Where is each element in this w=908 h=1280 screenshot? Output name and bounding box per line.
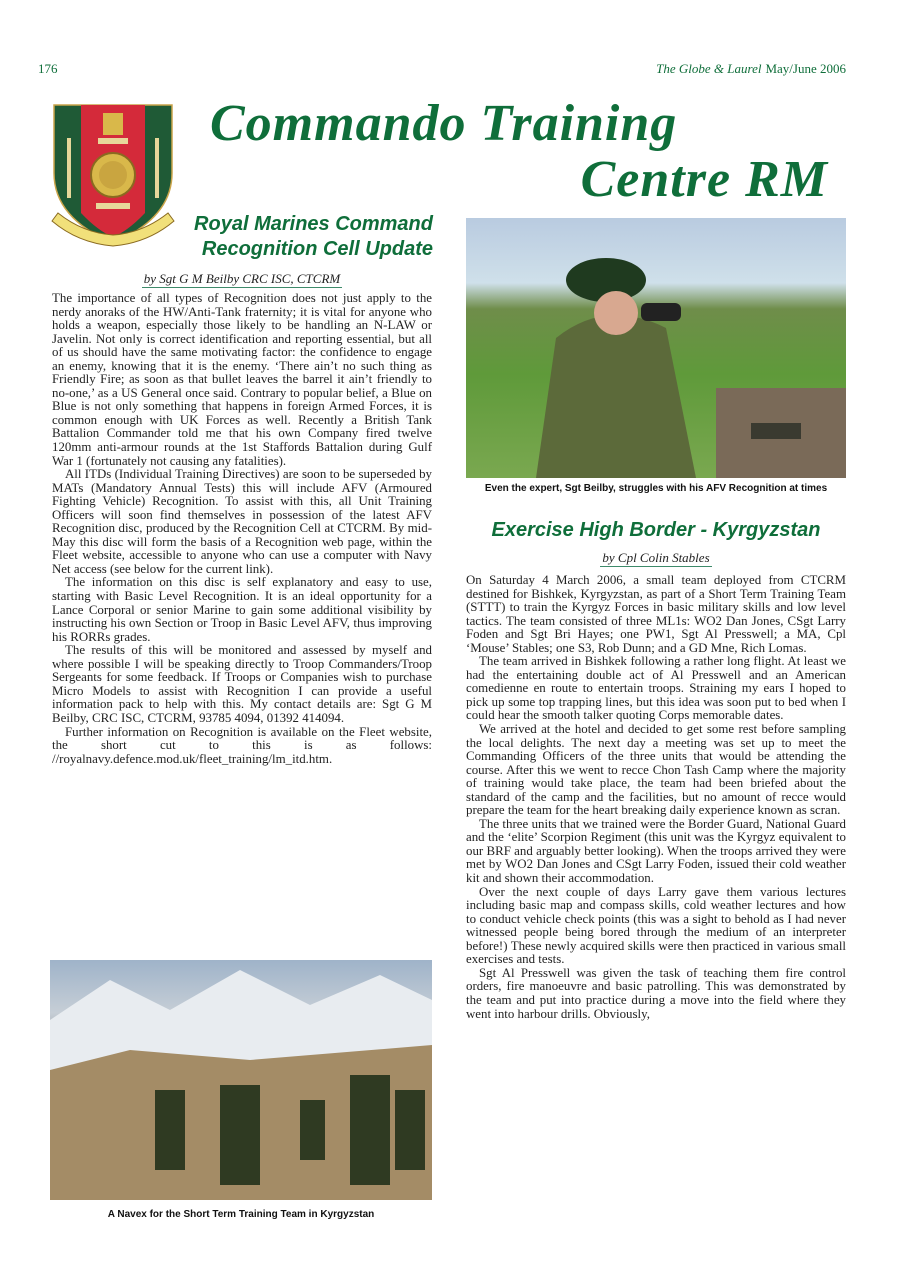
running-header bbox=[656, 61, 846, 77]
article1-heading-line1: Royal Marines Command bbox=[194, 213, 433, 235]
article1-byline bbox=[52, 271, 432, 287]
paragraph: Over the next couple of days Larry gave them various lectures including basic map and compass skills, cold weather lectures and how to conduct vehicle check points (this was a sight to behold as I had never witnessed people being bored through the medium of an interpreter before!) These newly acquired skills were then practiced in various small exercises and tests. bbox=[466, 884, 846, 967]
article2-body bbox=[466, 574, 846, 1021]
article1-body bbox=[52, 292, 432, 766]
paragraph: The results of this will be monitored and assessed by myself and where possible I will be speaking directly to Troop Commanders/Troop Sergeants for some feedback. If Troops or Companies wish to purchase Micro Models to assist with Recognition I can provide a useful information pack to help with this. My contact details are: Sgt G M Beilby, CRC ISC, CTCRM, 93785 4094, 01392 414094. bbox=[52, 643, 432, 725]
photo-navex-kyrgyzstan bbox=[50, 960, 432, 1200]
article1-byline-text: by Sgt G M Beilby CRC ISC, CTCRM bbox=[143, 271, 341, 286]
photo-caption-left: A Navex for the Short Term Training Team in Kyrgyzstan bbox=[107, 1209, 375, 1220]
publication-name: The Globe & Laurel bbox=[656, 61, 762, 76]
page-title-line2: Centre RM bbox=[580, 151, 828, 208]
photo-caption-right: Even the expert, Sgt Beilby, struggles with his AFV Recognition at times bbox=[484, 483, 828, 494]
page-title-line1: Commando Training bbox=[210, 95, 678, 152]
article1-heading-line2: Recognition Cell Update bbox=[201, 238, 433, 260]
paragraph: Sgt Al Presswell was given the task of teaching them fire control orders, fire manoeuvre and basic patrolling. This was demonstrated by the team and put into practice during a move into the field where they went into harbour drills. Obviously, bbox=[466, 965, 846, 1021]
paragraph: The team arrived in Bishkek following a rather long flight. At least we had the entertaining double act of Al Presswell and an American comedienne en route to entertain troops. Straining my ears I hoped to pick up some top trapping lines, but this idea was soon put to bed when I could hear the smooth talker quoting Corps memorable dates. bbox=[466, 654, 846, 723]
paragraph: All ITDs (Individual Training Directives) are soon to be superseded by MATs (Mandatory Annual Tests) this will include AFV (Armoured Fighting Vehicle) Recognition. To assist with this, all Unit Training Officers will soon find themselves in possession of the latest AFV Recognition disc, produced by the Recognition Cell at CTCRM. By mid-May this disc will form the basis of a Recognition web page, within the Fleet website, accessible to anyone who can use a computer with Navy Net access (see below for the current link). bbox=[52, 467, 432, 576]
article2-byline-text: by Cpl Colin Stables bbox=[602, 550, 710, 565]
paragraph: The information on this disc is self explanatory and easy to use, starting with Basic Level Recognition. It is an ideal opportunity for a Lance Corporal or senior Marine to gain some additional visibility by instructing his own Section or Troop in Basic Level AFV, thus improving his RORRs grades. bbox=[52, 575, 432, 644]
paragraph: The importance of all types of Recognition does not just apply to the nerdy anoraks of the HW/Anti-Tank fraternity; it is vital for anyone who holds a weapon, especially those likely to be handling an N-LAW or Javelin. Not only is correct identification and reporting essential, but all of us should have the same motivating factor: the confidence to engage an enemy, knowing that it is the enemy. ‘There ain’t no such thing as Friendly Fire; as soon as that bullet leaves the barrel it ain’t friendly to no-one,’ as a US General once said. Contrary to popular belief, a Blue on Blue is not only something that happens in foreign Armed Forces, it is common enough with UK Forces as well. Recently a British Tank Battalion Commander told me that his own Company fired twelve 120mm anti-armour rounds at the 1st Staffords Battalion during Gulf War 1 (fortunately not causing any fatalities). bbox=[52, 291, 432, 468]
paragraph: Further information on Recognition is available on the Fleet website, the short cut to this is as follows: //royalnavy.defence.mod.uk/fleet_training/lm_itd.htm. bbox=[52, 724, 432, 766]
paragraph: We arrived at the hotel and decided to get some rest before sampling the local delights. The next day a meeting was set up to meet the Commanding Officers of the three units that would be attending the course. After this we went to recce Chon Tash Camp where the majority of training would take place, the team had been briefed about the standard of the camp and the facilities, but no amount of recce would prepare the team for the heart breaking daily experience known as scran. bbox=[466, 722, 846, 818]
article2-heading: Exercise High Border - Kyrgyzstan bbox=[491, 519, 821, 541]
article1-heading bbox=[150, 212, 433, 262]
paragraph: On Saturday 4 March 2006, a small team deployed from CTCRM destined for Bishkek, Kyrgyzstan, as part of a Short Term Training Team (STTT) to train the Kyrgyz Forces in basic military skills and low level tactics. The team consisted of three ML1s: WO2 Dan Jones, CSgt Larry Foden and Sgt Bri Hayes; one PW1, Sgt Al Presswell; a MA, Cpl ‘Mouse’ Stables; one S3, Rob Dunn; and a GD Mne, Rich Lomas. bbox=[466, 573, 846, 655]
paragraph: The three units that we trained were the Border Guard, National Guard and the ‘elite’ Scorpion Regiment (this unit was the Kyrgyz equivalent to our BRF and arguably better looking). When the troops arrived they were met by WO2 Dan Jones and CSgt Larry Foden, issued their cold weather kit and shown their accommodation. bbox=[466, 816, 846, 886]
article2-byline bbox=[466, 550, 846, 566]
page-number: 176 bbox=[38, 61, 58, 76]
photo-marine-with-binoculars bbox=[466, 218, 846, 478]
issue-date: May/June 2006 bbox=[765, 61, 846, 76]
